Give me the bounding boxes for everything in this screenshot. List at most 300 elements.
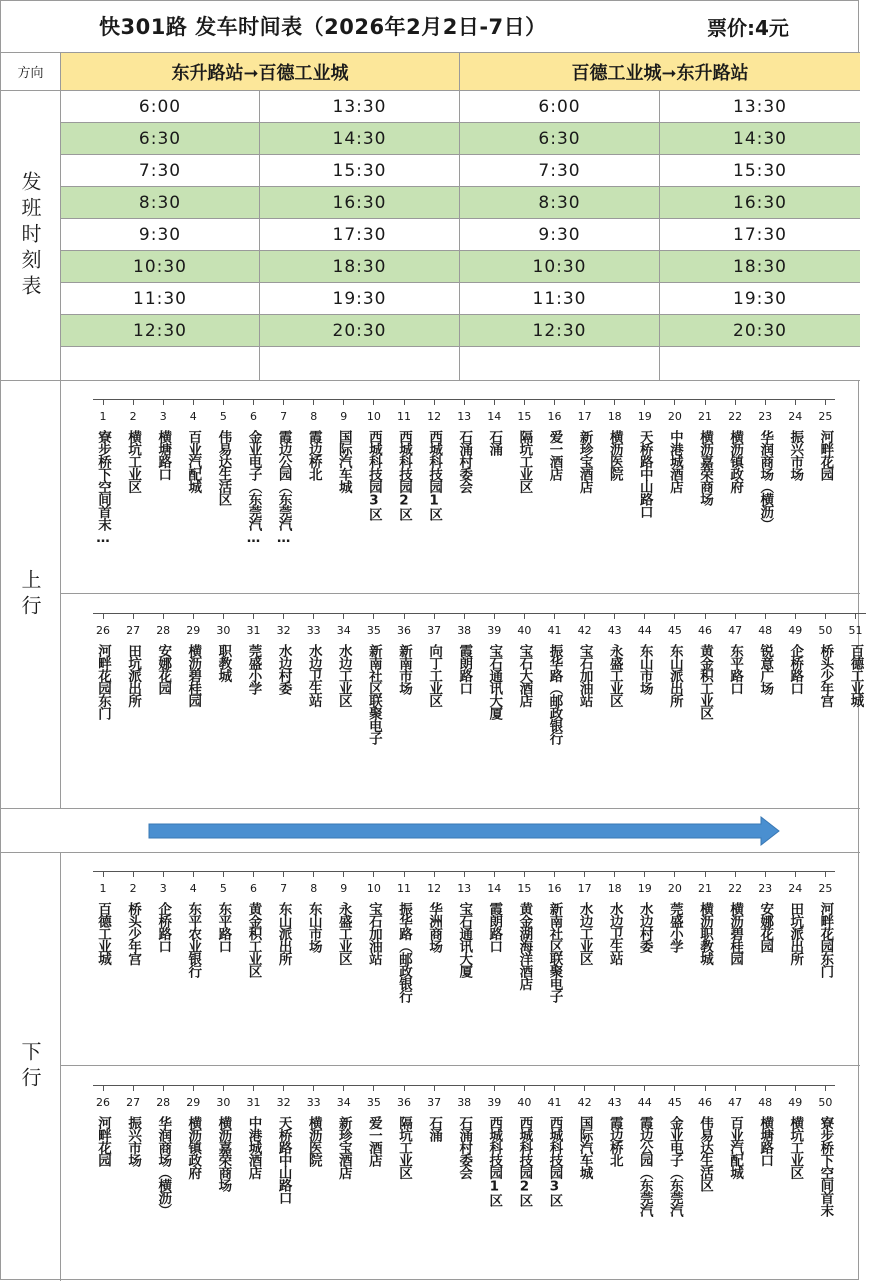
departure-time-cell: 12:30 (460, 315, 660, 346)
departure-time-cell: 16:30 (260, 187, 460, 218)
stop-name: 中港城酒店 (245, 1116, 262, 1179)
route-stop (419, 399, 449, 520)
stop-tick (343, 613, 344, 619)
stop-name: 企桥路口 (787, 644, 804, 694)
stop-tick (825, 871, 826, 877)
route-stop (359, 871, 389, 965)
stop-tick (795, 613, 796, 619)
stop-tick (434, 399, 435, 405)
route-stop (359, 399, 389, 520)
departure-time-cell: 6:00 (61, 91, 260, 122)
stop-tick (464, 613, 465, 619)
stop-number: 3 (159, 882, 167, 895)
route-stop (359, 1085, 389, 1166)
stop-tick (343, 871, 344, 877)
stop-tick (283, 1085, 284, 1091)
stop-tick (133, 871, 134, 877)
stop-name: 新南社区联聚电子 (365, 644, 382, 744)
stop-tick (765, 613, 766, 619)
stop-tick (674, 871, 675, 877)
stop-name: 西城科技园2区 (396, 430, 412, 520)
stop-number: 21 (698, 882, 712, 895)
stop-tick (825, 613, 826, 619)
stop-number: 48 (758, 1096, 773, 1109)
route-stop (660, 871, 690, 952)
route-stop (690, 871, 720, 965)
stop-number: 27 (126, 1096, 141, 1109)
stop-number: 9 (340, 410, 348, 423)
stop-name: 金业电子（东莞汽… (245, 430, 262, 545)
route-stop (178, 1085, 208, 1179)
stop-name: 百业汽配城 (727, 1116, 744, 1179)
direction-label: 方向 (1, 53, 61, 91)
route-stop (540, 399, 570, 480)
stop-number: 26 (96, 624, 110, 637)
stop-number: 24 (788, 882, 803, 895)
stop-number: 16 (547, 410, 562, 423)
route-stop (780, 871, 810, 965)
route-stop (540, 613, 570, 744)
departure-time-cell: 8:30 (460, 187, 660, 218)
departure-time-cell (61, 347, 260, 380)
route-stop (389, 1085, 419, 1179)
route-stop (570, 1085, 600, 1179)
departure-time-cell: 16:30 (660, 187, 860, 218)
stop-tick (644, 613, 645, 619)
stop-number: 39 (487, 1096, 502, 1109)
stop-number: 23 (758, 882, 773, 895)
stop-name: 西城科技园2区 (516, 1116, 533, 1206)
stop-band (61, 853, 860, 1065)
stop-number: 1 (99, 410, 107, 423)
stop-name: 振华路（邮政银行 (396, 902, 412, 1002)
stop-name: 石涌村委会 (456, 1116, 473, 1179)
stop-number: 28 (156, 1096, 171, 1109)
route-stop (329, 613, 359, 707)
stop-number: 44 (637, 624, 652, 637)
departure-time-cell: 17:30 (660, 219, 860, 250)
stop-tick (705, 613, 706, 619)
stop-name: 新珍宝酒店 (335, 1116, 352, 1179)
stop-name: 宝石加油站 (365, 902, 382, 965)
stop-number: 9 (340, 882, 348, 895)
stop-tick (313, 871, 314, 877)
stop-tick (494, 871, 495, 877)
stop-tick (705, 399, 706, 405)
stop-name: 向丁工业区 (426, 644, 443, 707)
stop-number: 44 (637, 1096, 652, 1109)
stop-name: 横沥嘉荣商场 (215, 1116, 232, 1191)
stop-tick (253, 613, 254, 619)
stop-band (61, 595, 864, 807)
time-row (61, 123, 860, 155)
stop-name: 石涌 (426, 1116, 443, 1141)
route-stop (239, 399, 269, 545)
stop-number: 36 (397, 624, 411, 637)
stop-tick (434, 871, 435, 877)
route-stop (810, 613, 840, 707)
stop-tick (554, 1085, 555, 1091)
route-stop (750, 871, 780, 952)
stop-tick (283, 399, 284, 405)
stop-name: 华润商场（横沥） (155, 1116, 172, 1216)
departure-time-cell: 10:30 (61, 251, 260, 282)
stop-name: 横沥碧桂园 (185, 644, 202, 707)
stop-name: 永盛工业区 (606, 644, 623, 707)
stop-tick (373, 613, 374, 619)
stop-tick (644, 871, 645, 877)
stop-number: 45 (667, 624, 682, 637)
stop-tick (735, 613, 736, 619)
stop-name: 天桥路中山路口 (636, 430, 653, 518)
time-row (61, 219, 860, 251)
departure-time-cell: 14:30 (660, 123, 860, 154)
stop-tick (524, 1085, 525, 1091)
stop-name: 横塘路口 (155, 430, 172, 480)
route-stop (329, 871, 359, 965)
stop-tick (253, 399, 254, 405)
route-stop (148, 399, 178, 480)
route-stop (88, 399, 118, 545)
route-stop (570, 399, 600, 493)
stop-number: 10 (366, 882, 381, 895)
stop-name: 霞边公园（东莞汽 (636, 1116, 653, 1216)
stop-tick (554, 871, 555, 877)
stop-name: 横沥镇政府 (727, 430, 744, 493)
departure-time-cell (460, 347, 660, 380)
upbound-label-text: 上行 (18, 568, 42, 621)
stop-number: 14 (487, 410, 502, 423)
stop-name: 金业电子（东莞汽 (666, 1116, 683, 1216)
stop-number: 31 (246, 1096, 261, 1109)
departure-time-cell: 11:30 (61, 283, 260, 314)
route-stop (841, 613, 871, 707)
stop-name: 新珍宝酒店 (576, 430, 593, 493)
route-stop (299, 399, 329, 480)
stop-tick (735, 871, 736, 877)
stop-tick (614, 613, 615, 619)
direction-arrow-row (1, 809, 860, 853)
stop-number: 19 (637, 882, 652, 895)
stop-name: 百德工业城 (847, 644, 864, 707)
stop-name: 霞边桥北 (606, 1116, 623, 1166)
route-stop (720, 613, 750, 694)
stop-name: 东平路口 (727, 644, 744, 694)
stop-name: 新南市场 (396, 644, 412, 694)
route-stop (630, 871, 660, 952)
departure-time-cell: 15:30 (660, 155, 860, 186)
departure-time-cell: 14:30 (260, 123, 460, 154)
route-stop (630, 613, 660, 694)
stop-number: 17 (577, 882, 592, 895)
time-row (61, 251, 860, 283)
route-stop (118, 1085, 148, 1166)
stop-name: 宝石加油站 (576, 644, 593, 707)
stop-name: 横沥职教城 (697, 902, 713, 965)
stop-name: 东平农业银行 (185, 902, 202, 977)
stop-name: 东山市场 (636, 644, 653, 694)
stop-number: 17 (577, 410, 592, 423)
stop-tick (103, 399, 104, 405)
stop-number: 47 (728, 1096, 743, 1109)
band-divider (61, 1065, 860, 1066)
stop-tick (193, 399, 194, 405)
stop-number: 24 (788, 410, 803, 423)
stop-name: 横沥嘉荣商场 (697, 430, 713, 505)
stop-name: 桥头少年宫 (817, 644, 834, 707)
stop-name: 水边村委 (636, 902, 653, 952)
route-stop (269, 613, 299, 694)
stop-number: 30 (216, 1096, 231, 1109)
stop-tick (674, 399, 675, 405)
time-row (61, 283, 860, 315)
stop-name: 伟易达生活区 (215, 430, 232, 505)
stop-number: 37 (427, 1096, 442, 1109)
stop-name: 莞盛小学 (245, 644, 262, 694)
route-stop (449, 399, 479, 493)
stop-tick (223, 871, 224, 877)
departure-time-cell: 19:30 (260, 283, 460, 314)
stop-tick (524, 871, 525, 877)
route-stop (630, 399, 660, 518)
route-stop (479, 399, 509, 455)
route-stop (269, 1085, 299, 1204)
route-stop (239, 1085, 269, 1179)
stop-number: 49 (788, 1096, 803, 1109)
stop-name: 华洲商场 (426, 902, 443, 952)
stop-name: 西城科技园1区 (426, 430, 443, 520)
stop-name: 寮步桥下空间首末 (817, 1116, 834, 1216)
stop-name: 隔坑工业区 (516, 430, 533, 493)
departure-time-cell: 9:30 (61, 219, 260, 250)
stop-name: 横坑工业区 (125, 430, 142, 493)
stop-name: 锐意广场 (757, 644, 774, 694)
stop-name: 华润商场（横沥） (757, 430, 774, 530)
stop-tick (434, 1085, 435, 1091)
stop-name: 东山市场 (305, 902, 322, 952)
route-stop (600, 399, 630, 480)
time-row (61, 315, 860, 347)
stop-name: 新南社区联聚电子 (546, 902, 563, 1002)
stop-number: 4 (189, 410, 197, 423)
stop-tick (735, 1085, 736, 1091)
route-stop (88, 613, 118, 719)
stop-name: 中港城酒店 (666, 430, 683, 493)
band-divider (61, 593, 860, 594)
stop-tick (705, 871, 706, 877)
departure-time-cell: 20:30 (260, 315, 460, 346)
stop-number: 47 (728, 624, 743, 637)
stop-tick (163, 399, 164, 405)
stop-tick (103, 613, 104, 619)
downbound-side-label (1, 853, 61, 1281)
stop-number: 35 (366, 1096, 381, 1109)
stop-name: 安娜花园 (757, 902, 774, 952)
route-stop (479, 613, 509, 719)
upbound-stops-section (61, 381, 864, 809)
stop-name: 田坑派出所 (787, 902, 804, 965)
stop-tick (795, 871, 796, 877)
stop-number: 23 (758, 410, 773, 423)
downbound-stops-section (61, 853, 860, 1281)
route-stop (269, 399, 299, 545)
stop-number: 50 (818, 624, 833, 637)
stop-number: 16 (547, 882, 562, 895)
time-row (61, 187, 860, 219)
route-stop (570, 871, 600, 965)
stop-number: 15 (517, 882, 532, 895)
stop-number: 28 (156, 624, 171, 637)
stop-name: 振兴市场 (125, 1116, 142, 1166)
direction-header-inbound: 百德工业城➞东升路站 (460, 53, 860, 91)
stop-band (61, 1067, 860, 1279)
stop-number: 29 (186, 1096, 201, 1109)
stop-tick (163, 871, 164, 877)
route-stop (208, 399, 238, 505)
route-stop (660, 399, 690, 493)
stop-name: 石涌 (486, 430, 503, 455)
stop-number: 27 (126, 624, 141, 637)
stop-name: 隔坑工业区 (396, 1116, 412, 1179)
stop-tick (494, 613, 495, 619)
stop-tick (223, 613, 224, 619)
stop-tick (163, 1085, 164, 1091)
stop-tick (193, 1085, 194, 1091)
stop-name: 石涌村委会 (456, 430, 473, 493)
departure-time-cell: 13:30 (660, 91, 860, 122)
stop-tick (644, 1085, 645, 1091)
downbound-label-text: 下行 (18, 1041, 42, 1093)
stop-name: 宝石大酒店 (516, 644, 533, 707)
stop-name: 东山派出所 (666, 644, 683, 707)
departure-time-cell: 10:30 (460, 251, 660, 282)
stop-number: 6 (250, 882, 257, 895)
stop-number: 25 (818, 410, 833, 423)
stop-name: 国际汽车城 (576, 1116, 593, 1179)
stop-number: 5 (219, 882, 227, 895)
departure-time-cell: 7:30 (460, 155, 660, 186)
route-stop (720, 1085, 750, 1179)
stop-number: 25 (818, 882, 833, 895)
stop-number: 6 (250, 410, 257, 423)
stop-tick (765, 1085, 766, 1091)
route-stop (178, 613, 208, 707)
stop-tick (133, 613, 134, 619)
stop-number: 15 (517, 410, 532, 423)
stop-number: 11 (397, 410, 411, 423)
route-stop (750, 1085, 780, 1166)
route-stop (780, 399, 810, 480)
stop-name: 霞边公园（东莞汽… (275, 430, 292, 545)
stop-name: 百德工业城 (95, 902, 111, 965)
stop-name: 百业汽配城 (185, 430, 202, 493)
stop-number: 22 (728, 410, 743, 423)
stop-number: 3 (159, 410, 167, 423)
stop-tick (765, 871, 766, 877)
route-stop (600, 1085, 630, 1166)
stop-number: 18 (607, 882, 622, 895)
stop-name: 东山派出所 (275, 902, 292, 965)
route-stop (720, 871, 750, 965)
route-stop (690, 1085, 720, 1191)
route-stop (359, 613, 389, 744)
route-stop (810, 871, 840, 977)
route-stop (239, 613, 269, 694)
stop-tick (404, 399, 405, 405)
stop-tick (103, 871, 104, 877)
departure-time-cell: 6:30 (460, 123, 660, 154)
departure-time-cell: 6:00 (460, 91, 660, 122)
stop-number: 51 (848, 624, 863, 637)
stop-number: 22 (728, 882, 743, 895)
stop-tick (674, 1085, 675, 1091)
route-stop (509, 871, 539, 990)
departure-time-cell: 7:30 (61, 155, 260, 186)
stop-name: 宝石通讯大厦 (486, 644, 503, 719)
stop-name: 横沥镇政府 (185, 1116, 202, 1179)
stop-tick (614, 871, 615, 877)
route-stop (88, 871, 118, 965)
route-stop (178, 399, 208, 493)
stop-tick (584, 871, 585, 877)
route-stop (148, 613, 178, 694)
stop-tick (644, 399, 645, 405)
stop-number: 32 (276, 1096, 291, 1109)
route-stop (690, 613, 720, 719)
stop-tick (404, 871, 405, 877)
departure-time-cell: 13:30 (260, 91, 460, 122)
stop-tick (554, 399, 555, 405)
stop-number: 21 (698, 410, 712, 423)
stop-tick (223, 1085, 224, 1091)
departure-time-cell (260, 347, 460, 380)
stop-tick (133, 399, 134, 405)
stop-name: 横坑工业区 (787, 1116, 804, 1179)
stop-number: 7 (280, 410, 288, 423)
stop-number: 34 (336, 1096, 351, 1109)
stop-number: 35 (366, 624, 381, 637)
stop-tick (735, 399, 736, 405)
route-stop (810, 1085, 840, 1216)
stop-tick (464, 1085, 465, 1091)
route-stop (540, 871, 570, 1002)
stop-tick (614, 399, 615, 405)
departure-time-cell: 19:30 (660, 283, 860, 314)
stop-tick (404, 613, 405, 619)
stop-number: 8 (310, 410, 318, 423)
stop-name: 霞朗路口 (456, 644, 473, 694)
stop-tick (103, 1085, 104, 1091)
stop-tick (253, 1085, 254, 1091)
route-stop (600, 613, 630, 707)
stop-number: 37 (427, 624, 442, 637)
stop-number: 18 (607, 410, 622, 423)
stop-number: 11 (397, 882, 411, 895)
route-stop (389, 399, 419, 520)
stop-number: 45 (667, 1096, 682, 1109)
departure-time-cell: 20:30 (660, 315, 860, 346)
stop-tick (614, 1085, 615, 1091)
route-stop (148, 871, 178, 952)
stop-number: 13 (457, 882, 472, 895)
stop-number: 19 (637, 410, 652, 423)
stop-name: 永盛工业区 (335, 902, 352, 965)
stop-name: 横塘路口 (757, 1116, 774, 1166)
stop-name: 黄金湖海洋酒店 (516, 902, 533, 990)
departure-time-cell: 6:30 (61, 123, 260, 154)
stop-tick (283, 613, 284, 619)
stop-tick (855, 613, 856, 619)
